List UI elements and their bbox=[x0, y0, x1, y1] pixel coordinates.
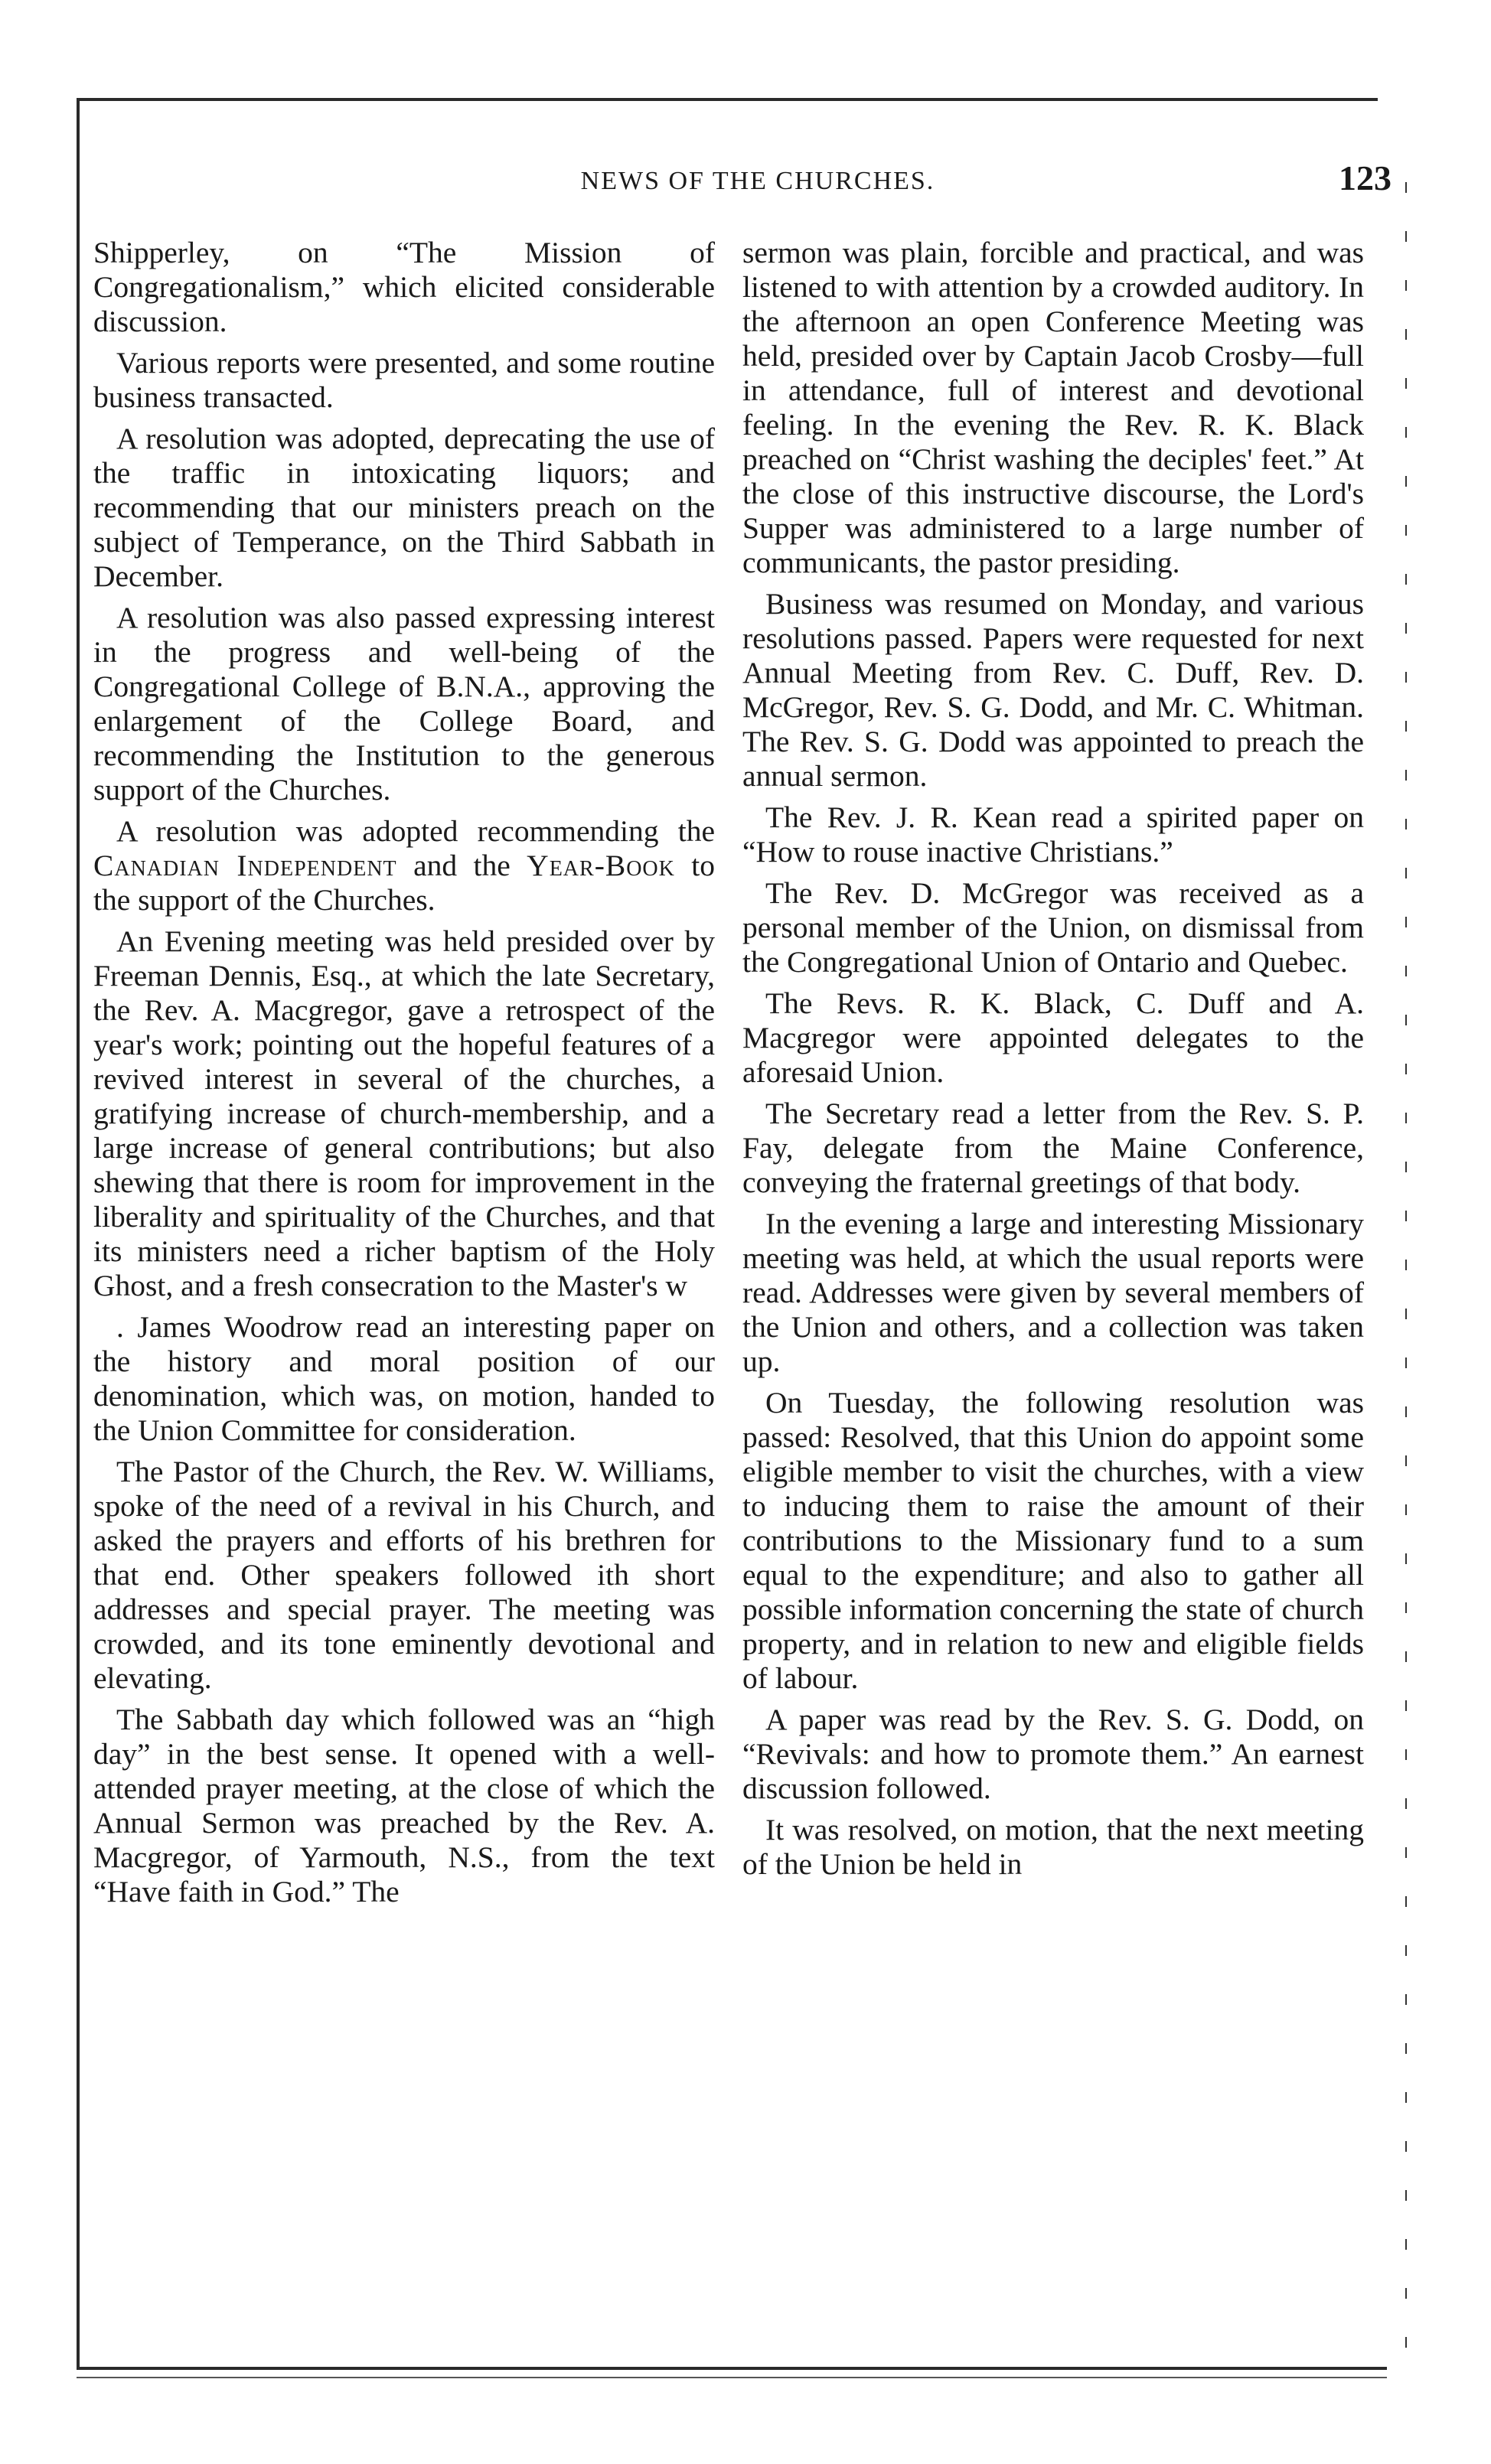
text-run: and the bbox=[413, 849, 511, 882]
left-column bbox=[93, 236, 715, 2363]
paragraph: A resolution was also passed expressing interest in the progress and well-being of the Congregational College of B.N.A., approving the enlargement of the College Board, and recommending the Institution to the generous support of the Churches. bbox=[93, 601, 715, 807]
page-header bbox=[77, 158, 1407, 211]
page-frame bbox=[77, 98, 1407, 2432]
paragraph: The Sabbath day which followed was an “high day” in the best sense. It opened with a well-attended prayer meeting, at the close of which the Annual Sermon was preached by the Rev. A. Macgregor, of Yarmouth, N.S., from the text “Have faith in God.” The bbox=[93, 1703, 715, 1908]
left-border-rule bbox=[77, 98, 80, 2367]
paragraph: It was resolved, on motion, that the next meeting of the Union be held in bbox=[742, 1813, 1364, 1881]
paragraph: Various reports were presented, and some routine business transacted. bbox=[93, 346, 715, 414]
right-margin-marks bbox=[1405, 182, 1407, 2355]
paragraph: An Evening meeting was held presided over by Freeman Dennis, Esq., at which the late Secretary, the Rev. A. Macgregor, gave a retrospect of the year's work; pointing out the hopeful features of a revived interest in several of the churches, a gratifying increase of church-membership, and a large increase of general contributions; but also shewing that there is room for improvement in the liberality and spirituality of the Churches, and that its ministers need a richer baptism of the Holy Ghost, and a fresh consecration to the Master's w bbox=[93, 924, 715, 1302]
paragraph: The Rev. D. McGregor was received as a personal member of the Union, on dismissal from the Congregational Union of Ontario and Quebec. bbox=[742, 876, 1364, 979]
paragraph: The Rev. J. R. Kean read a spirited paper on “How to rouse inactive Christians.” bbox=[742, 800, 1364, 869]
paragraph: On Tuesday, the following resolution was passed: Resolved, that this Union do appoint some eligible member to visit the churches, with a view to inducing them to raise the amount of their contributions to the Missionary fund to a sum equal to the expenditure; and also to gather all possible information concerning the state of church property, and in relation to new and eligible fields of labour. bbox=[742, 1386, 1364, 1695]
paragraph: The Pastor of the Church, the Rev. W. Williams, spoke of the need of a revival in his Church, and asked the prayers and efforts of his brethren for that end. Other speakers followed ith short addresses and special prayer. The meeting was crowded, and its tone eminently devotional and elevating. bbox=[93, 1455, 715, 1695]
running-head: NEWS OF THE CHURCHES. bbox=[580, 167, 935, 195]
publication-title: Year-Book bbox=[527, 849, 675, 882]
paragraph: The Revs. R. K. Black, C. Duff and A. Macgregor were appointed delegates to the aforesaid Union. bbox=[742, 986, 1364, 1089]
text-run: to the support of the Churches. bbox=[93, 849, 716, 917]
paragraph: sermon was plain, forcible and practical, and was listened to with attention by a crowded auditory. In the afternoon an open Conference Meeting was held, presided over by Captain Jacob Crosby—full in attendance, full of interest and devotional feeling. In the evening the Rev. R. K. Black preached on “Christ washing the deciples' feet.” At the close of this instructive discourse, the Lord's Supper was administered to a large number of communicants, the pastor presiding. bbox=[742, 236, 1364, 579]
paragraph: A paper was read by the Rev. S. G. Dodd, on “Revivals: and how to promote them.” An earnest discussion followed. bbox=[742, 1703, 1364, 1805]
top-border-rule bbox=[77, 98, 1378, 101]
bottom-border-rule bbox=[77, 2367, 1387, 2370]
paragraph: Shipperley, on “The Mission of Congregationalism,” which elicited considerable discussion. bbox=[93, 236, 715, 338]
publication-title: Canadian Independent bbox=[93, 849, 397, 882]
page-number: 123 bbox=[1339, 158, 1391, 197]
right-column bbox=[742, 236, 1364, 2363]
paragraph: A resolution was adopted, deprecating the use of the traffic in intoxicating liquors; and recommending that our ministers preach on the subject of Temperance, on the Third Sabbath in December. bbox=[93, 422, 715, 593]
paragraph: . James Woodrow read an interesting paper on the history and moral position of our denomination, which was, on motion, handed to the Union Committee for consideration. bbox=[93, 1310, 715, 1447]
paragraph-publications bbox=[93, 814, 715, 917]
bottom-border-rule-thin bbox=[77, 2377, 1387, 2378]
paragraph: In the evening a large and interesting Missionary meeting was held, at which the usual reports were read. Addresses were given by several members of the Union and others, and a collection was taken up. bbox=[742, 1207, 1364, 1378]
paragraph: The Secretary read a letter from the Rev. S. P. Fay, delegate from the Maine Conference, conveying the fraternal greetings of that body. bbox=[742, 1097, 1364, 1199]
text-run: A resolution was adopted recommending the bbox=[116, 814, 715, 848]
paragraph: Business was resumed on Monday, and various resolutions passed. Papers were requested for next Annual Meeting from Rev. C. Duff, Rev. D. McGregor, Rev. S. G. Dodd, and Mr. C. Whitman. The Rev. S. G. Dodd was appointed to preach the annual sermon. bbox=[742, 587, 1364, 793]
